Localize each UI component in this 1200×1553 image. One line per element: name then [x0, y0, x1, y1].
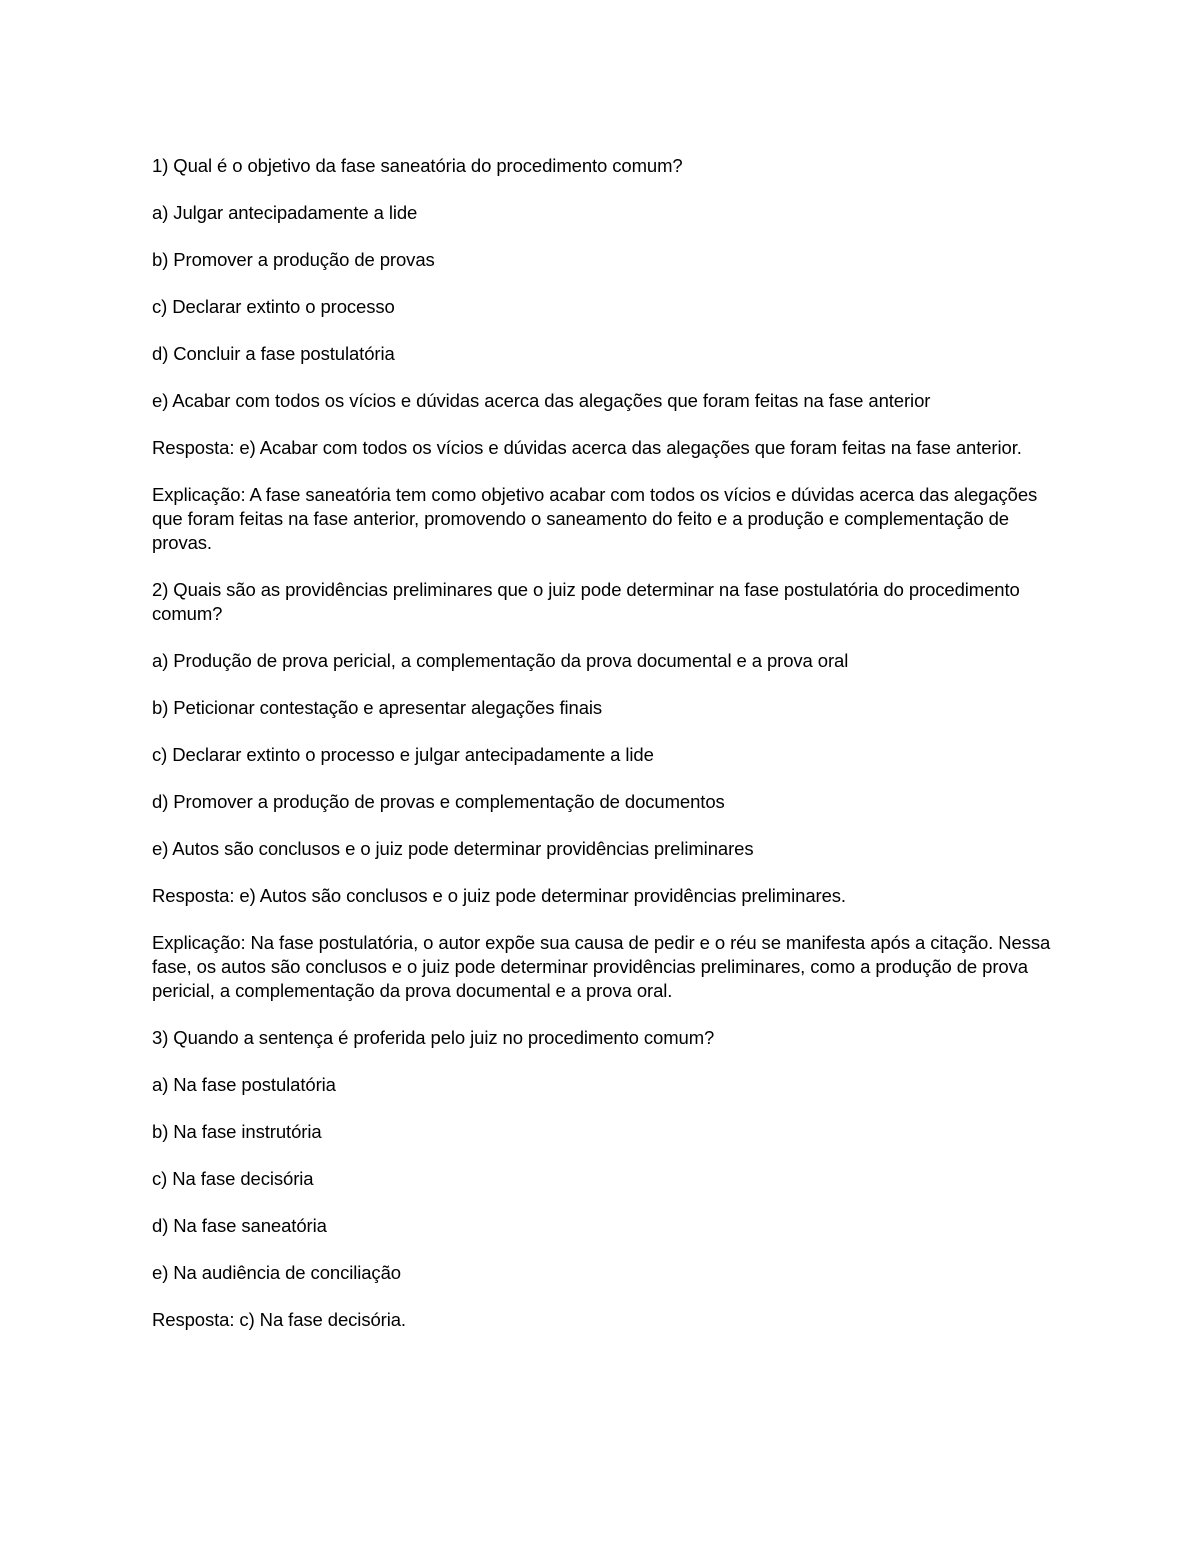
question-2-option-e: e) Autos são conclusos e o juiz pode determinar providências preliminares	[152, 838, 754, 859]
question-2: 2) Quais são as providências preliminares que o juiz pode determinar na fase postulatória do procedimento comum?	[152, 579, 1020, 624]
question-2-option-c: c) Declarar extinto o processo e julgar antecipadamente a lide	[152, 744, 654, 765]
document-body	[152, 154, 1052, 1355]
question-2-answer: Resposta: e) Autos são conclusos e o juiz pode determinar providências preliminares.	[152, 885, 846, 906]
question-1-explanation: Explicação: A fase saneatória tem como objetivo acabar com todos os vícios e dúvidas acerca das alegações que foram feitas na fase anterior, promovendo o saneamento do feito e a produção e complementação de provas.	[152, 484, 1038, 553]
question-1-answer: Resposta: e) Acabar com todos os vícios e dúvidas acerca das alegações que foram feitas na fase anterior.	[152, 437, 1022, 458]
question-2-explanation: Explicação: Na fase postulatória, o autor expõe sua causa de pedir e o réu se manifesta após a citação. Nessa fase, os autos são conclusos e o juiz pode determinar providências preliminares, como a produção de prova pericial, a complementação da prova documental e a prova oral.	[152, 932, 1051, 1001]
question-1-option-c: c) Declarar extinto o processo	[152, 296, 395, 317]
question-3-answer: Resposta: c) Na fase decisória.	[152, 1309, 406, 1330]
question-3-option-a: a) Na fase postulatória	[152, 1074, 336, 1095]
question-3-option-e: e) Na audiência de conciliação	[152, 1262, 401, 1283]
question-3-option-c: c) Na fase decisória	[152, 1168, 314, 1189]
question-3-option-d: d) Na fase saneatória	[152, 1215, 327, 1236]
question-1: 1) Qual é o objetivo da fase saneatória do procedimento comum?	[152, 155, 683, 176]
question-3: 3) Quando a sentença é proferida pelo juiz no procedimento comum?	[152, 1027, 715, 1048]
question-1-option-d: d) Concluir a fase postulatória	[152, 343, 395, 364]
question-3-option-b: b) Na fase instrutória	[152, 1121, 322, 1142]
question-2-option-b: b) Peticionar contestação e apresentar alegações finais	[152, 697, 603, 718]
question-2-option-a: a) Produção de prova pericial, a complementação da prova documental e a prova oral	[152, 650, 849, 671]
question-1-option-e: e) Acabar com todos os vícios e dúvidas acerca das alegações que foram feitas na fase anterior	[152, 390, 931, 411]
question-1-option-b: b) Promover a produção de provas	[152, 249, 435, 270]
question-2-option-d: d) Promover a produção de provas e complementação de documentos	[152, 791, 725, 812]
question-1-option-a: a) Julgar antecipadamente a lide	[152, 202, 418, 223]
